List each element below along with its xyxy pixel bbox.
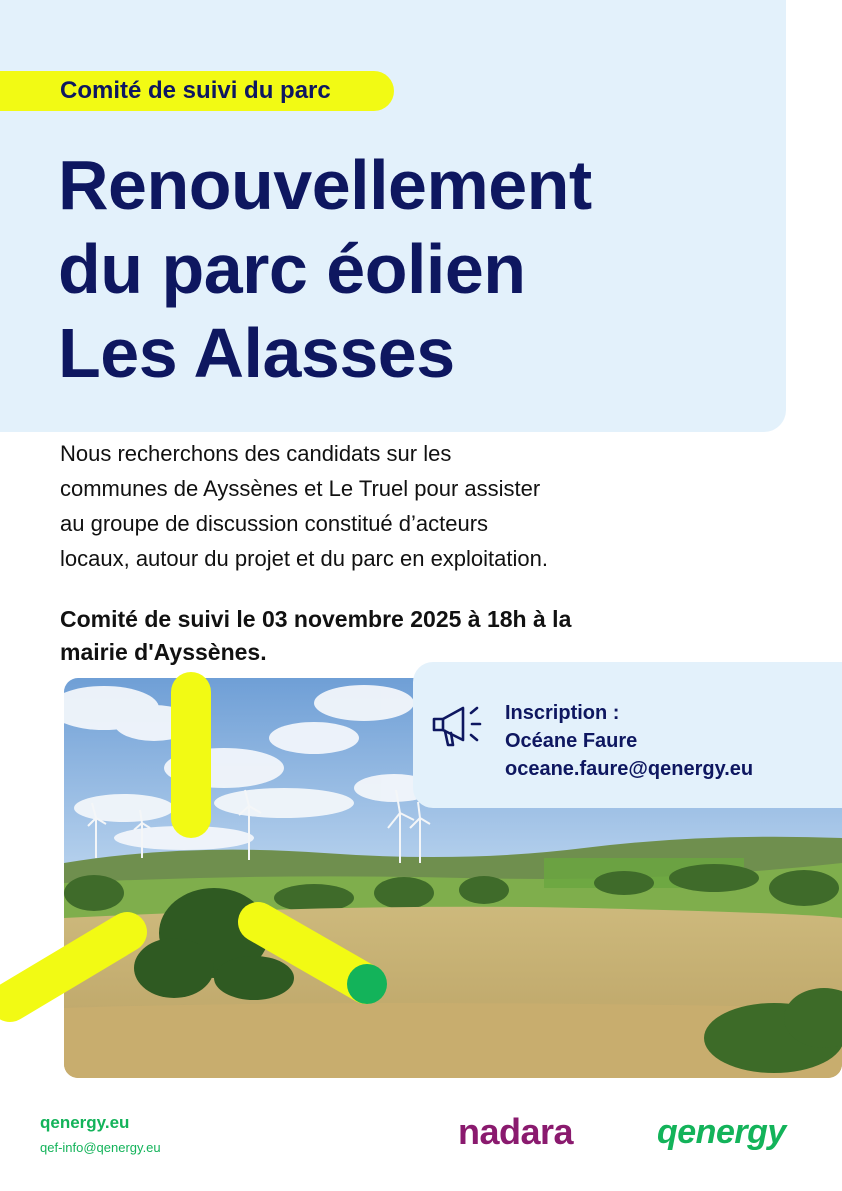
intro-line: locaux, autour du projet et du parc en exploitation. [60,546,548,571]
contact-label: Inscription : [505,702,620,724]
footer-email-link[interactable]: qef-info@qenergy.eu [40,1140,161,1155]
website-link[interactable]: qenergy.eu [40,1113,130,1132]
contact-info [505,699,753,783]
contact-name: Océane Faure [505,730,638,752]
page-title [58,143,778,395]
title-line: Les Alasses [58,314,455,392]
meeting-line: mairie d'Ayssènes. [60,639,267,665]
megaphone-icon [431,703,487,749]
contact-email-link[interactable]: oceane.faure@qenergy.eu [505,758,754,780]
meeting-line: Comité de suivi le 03 novembre 2025 à 18h à la [60,606,572,632]
intro-line: au groupe de discussion constitué d’acteurs [60,511,489,536]
meeting-info [60,603,760,669]
intro-line: Nous recherchons des candidats sur les [60,441,452,466]
title-line: du parc éolien [58,230,526,308]
nadara-logo: nadara [458,1111,574,1152]
intro-paragraph [60,436,760,576]
intro-line: communes de Ayssènes et Le Truel pour assister [60,476,541,501]
tag-label: Comité de suivi du parc [60,77,331,104]
qenergy-logo: qenergy [657,1113,786,1151]
title-line: Renouvellement [58,146,592,224]
